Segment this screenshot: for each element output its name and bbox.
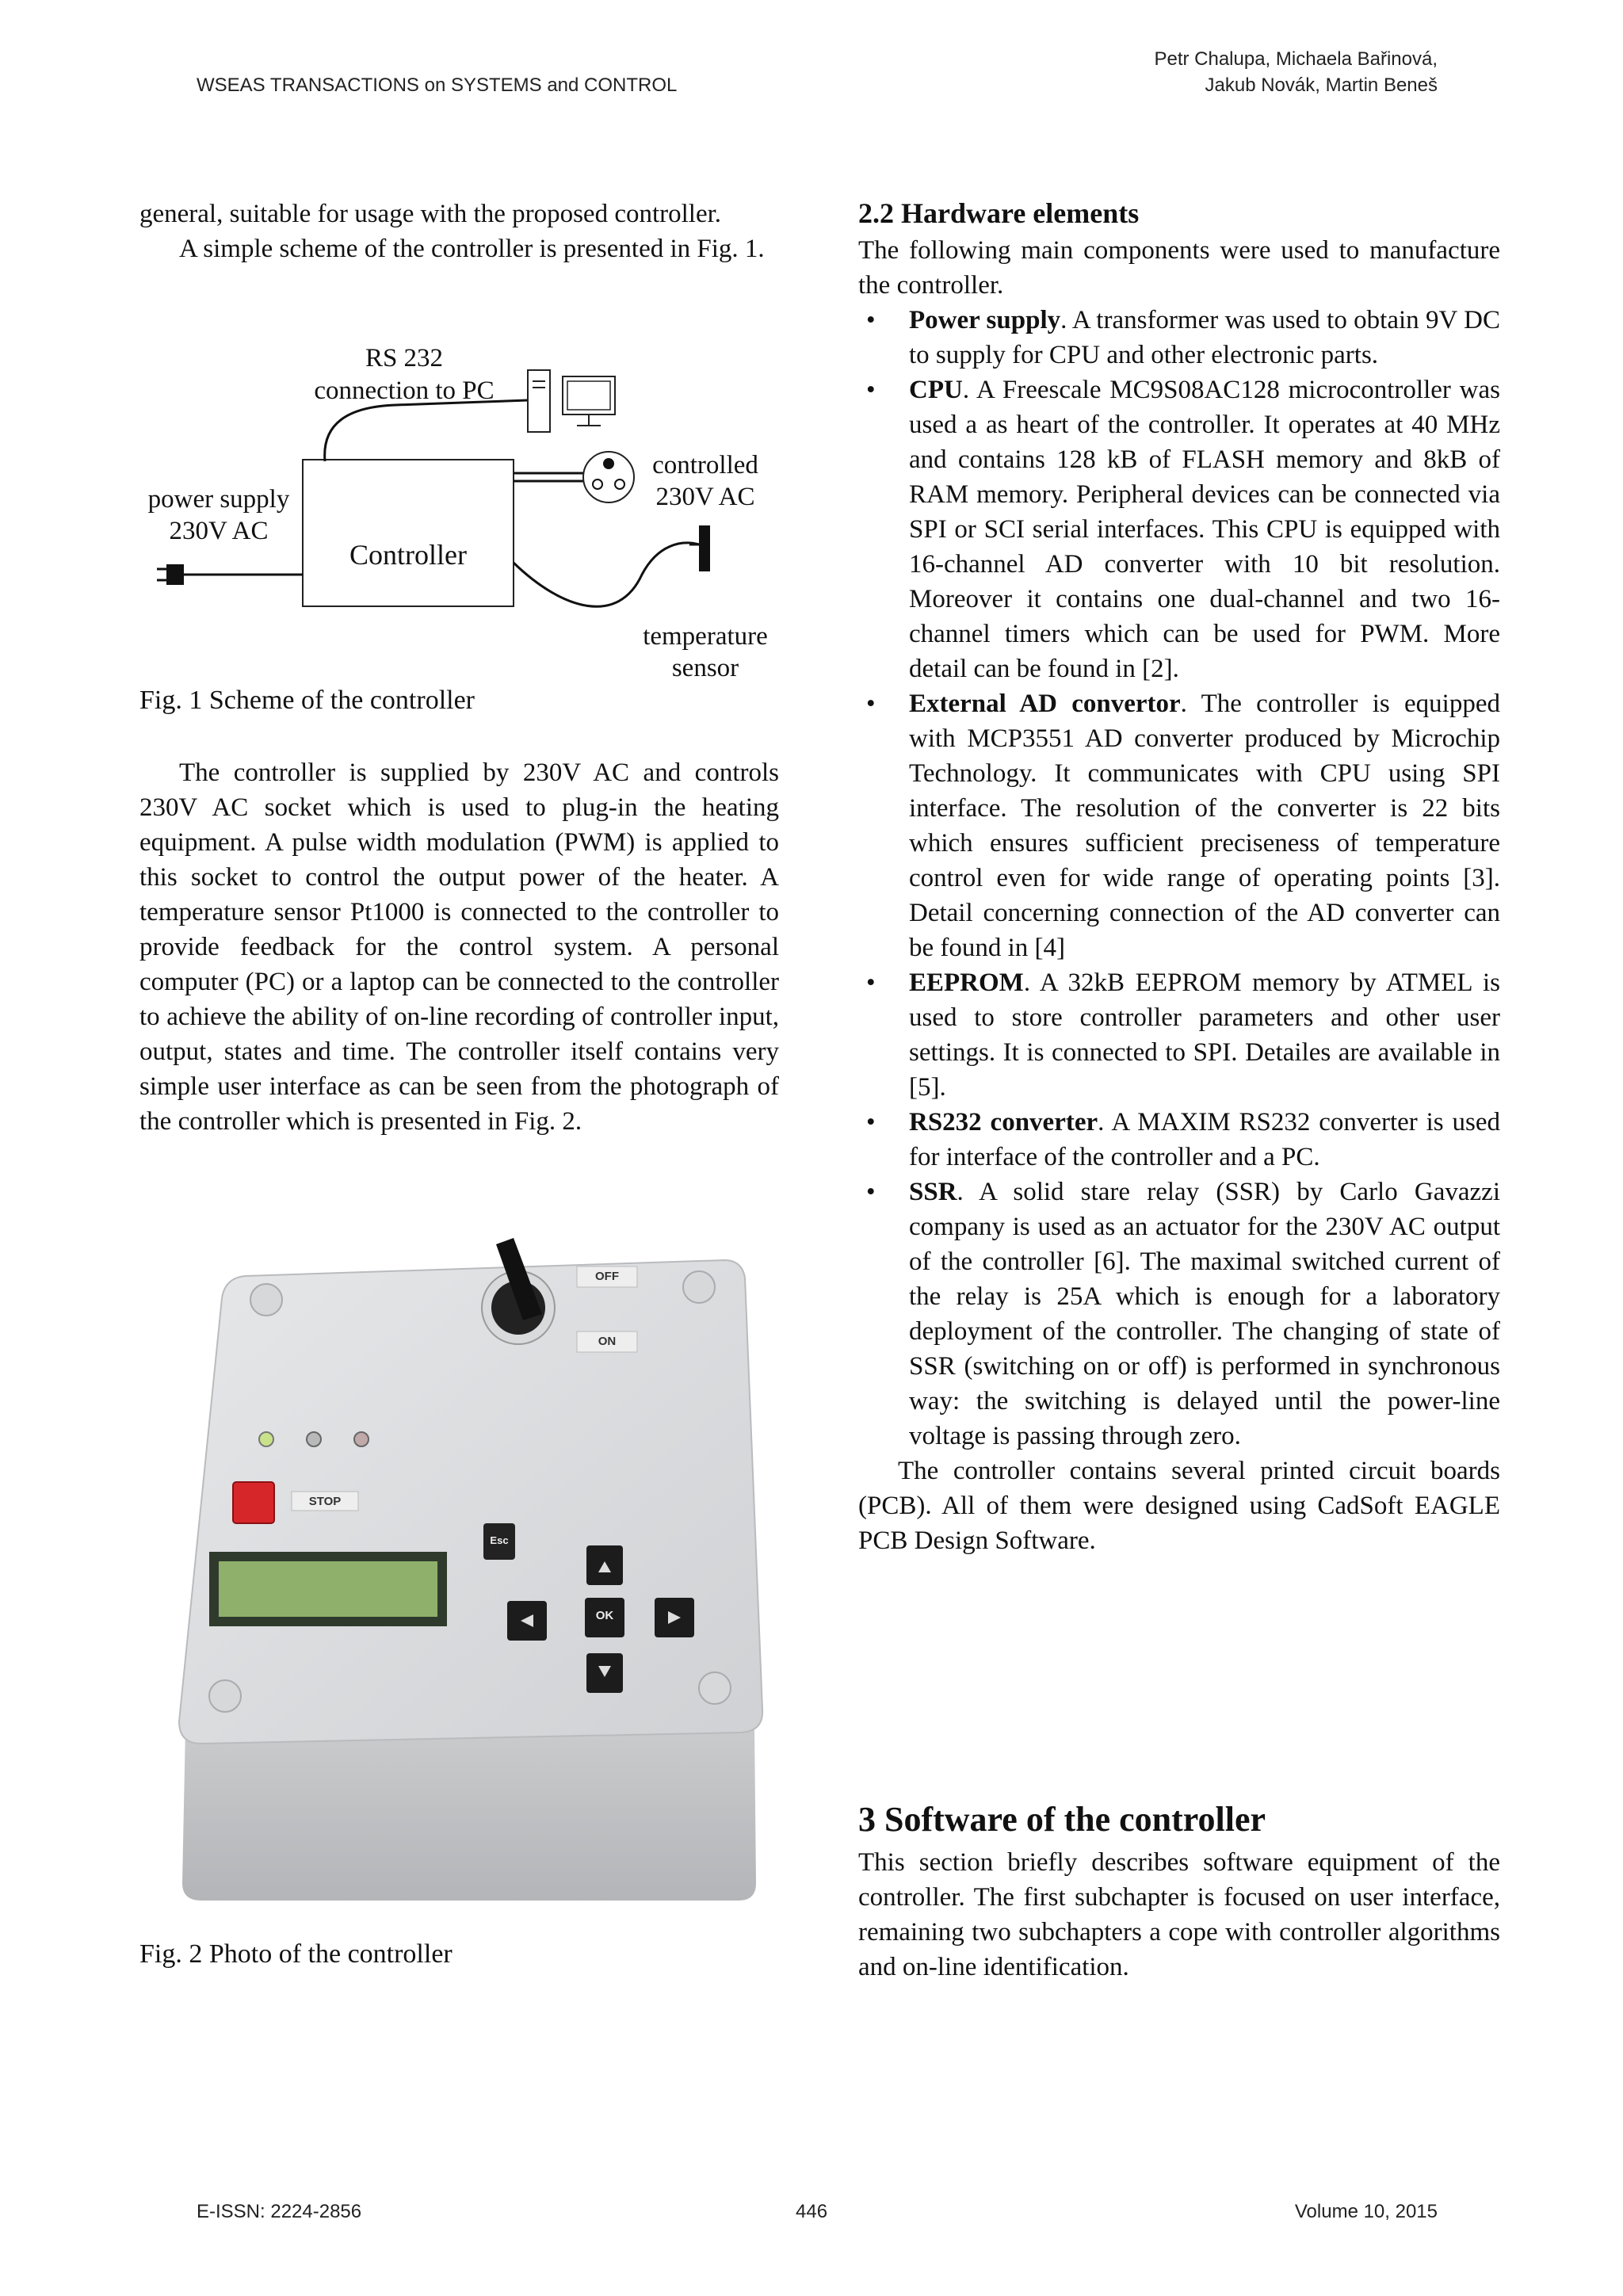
list-item: • Power supply. A transformer was used to obtain 9V DC to supply for CPU and other electronic parts.	[866, 306, 1500, 369]
pc-icon	[528, 370, 615, 432]
footer-issn: E-ISSN: 2224-2856	[197, 2201, 362, 2222]
rotary-switch-knob	[482, 1238, 555, 1344]
power-supply-label: power supply	[147, 485, 290, 514]
authors-line-1: Petr Chalupa, Michaela Bařinová,	[1154, 48, 1438, 70]
list-item-text: . A Freescale MC9S08AC128 microcontroller was used a as heart of the controller. It operates at 40 MHz and contains 128 kB of FLASH memory and 8kB of RAM memory. Peripheral devices can be connected via SPI or SCI serial interfaces. This CPU is equipped with 16-channel AD converter with 10 bit resolution. Moreover it contains one dual-channel and two 16-channel timers which can be used for PWM. More detail can be found in [2].	[909, 376, 1500, 683]
list-item-term: External AD convertor	[909, 690, 1181, 718]
controlled-voltage-label: 230V AC	[655, 483, 755, 511]
rs232-label: RS 232	[365, 344, 444, 372]
ok-label: OK	[595, 1609, 614, 1622]
figure-1-scheme	[135, 337, 785, 686]
list-item-term: RS232 converter	[909, 1108, 1098, 1137]
journal-title: WSEAS TRANSACTIONS on SYSTEMS and CONTROL	[197, 74, 678, 96]
list-item-text: . A 32kB EEPROM memory by ATMEL is used to store controller parameters and other user settings. It is connected to SPI. Detailes are available in [5].	[909, 968, 1500, 1102]
figure-1-caption: Fig. 1 Scheme of the controller	[139, 686, 475, 715]
stop-label: STOP	[308, 1495, 342, 1508]
list-item: • RS232 converter. A MAXIM RS232 converter is used for interface of the controller and a PC.	[866, 1108, 1500, 1171]
controller-photo-drawing	[170, 1221, 772, 1918]
list-item: • SSR. A solid stare relay (SSR) by Carlo Gavazzi company is used as an actuator for the 230V AC output of the controller [6]. The maximal switched current of the relay is 25A which is enough for a laboratory deployment of the controller. The changing of state of SSR (switching on or off) is performed in synchronous way: the switching is delayed until the power-line voltage is passing through zero.	[866, 1178, 1500, 1450]
list-item-text: . A transformer was used to obtain 9V DC to supply for CPU and other electronic parts.	[909, 306, 1500, 369]
off-label: OFF	[595, 1270, 619, 1283]
hardware-intro: The following main components were used to manufacture the controller.	[858, 236, 1500, 300]
list-item: • External AD convertor. The controller is equipped with MCP3551 AD converter produced by Microchip Technology. It communicates with CPU using SPI interface. The resolution of the converter is 22 bits which ensures sufficient preciseness of temperature control even for wide range of operating points [3]. Detail concerning connection of the AD converter can be found in [4]	[866, 690, 1500, 962]
list-item-text: . A solid stare relay (SSR) by Carlo Gavazzi company is used as an actuator for the 230V AC output of the controller [6]. The maximal switched current of the relay is 25A which is enough for a laboratory deployment of the controller. The changing of state of SSR (switching on or off) is performed in synchronous way: the switching is delayed until the power-line voltage is passing through zero.	[909, 1178, 1500, 1450]
controller-label: Controller	[349, 539, 467, 571]
list-item-term: EEPROM	[909, 968, 1024, 997]
left-intro	[139, 197, 779, 266]
footer-volume: Volume 10, 2015	[1294, 2201, 1438, 2222]
authors-line-2: Jakub Novák, Martin Beneš	[1205, 74, 1438, 96]
footer-page-number: 446	[796, 2201, 828, 2222]
figure-2-photo	[170, 1221, 772, 1918]
sensor-label: sensor	[671, 654, 739, 682]
on-label: ON	[598, 1335, 617, 1348]
list-item-term: SSR	[909, 1178, 957, 1206]
paragraph-controller-description: The controller is supplied by 230V AC and controls 230V AC socket which is used to plug-in the heating equipment. A pulse width modulation (PWM) is applied to this socket to control the output power of the heater. A temperature sensor Pt1000 is connected to the controller to provide feedback for the control system. A personal computer (PC) or a laptop can be connected to the controller to achieve the ability of on-line recording of controller input, output, states and time. The controller itself contains very simple user interface as can be seen from the photograph of the controller which is presented in Fig. 2.	[139, 758, 779, 1136]
list-item: • CPU. A Freescale MC9S08AC128 microcontroller was used a as heart of the controller. It operates at 40 MHz and contains 128 kB of FLASH memory and 8kB of RAM memory. Peripheral devices can be connected via SPI or SCI serial interfaces. This CPU is equipped with 16-channel AD converter with 10 bit resolution. Moreover it contains one dual-channel and two 16-channel timers which can be used for PWM. More detail can be found in [2].	[866, 376, 1500, 683]
figure-2-caption: Fig. 2 Photo of the controller	[139, 1939, 453, 1969]
list-item-term: Power supply	[909, 306, 1061, 334]
right-column	[858, 195, 1500, 1558]
controller-box	[303, 460, 514, 606]
socket-icon	[583, 452, 634, 502]
paragraph-general: general, suitable for usage with the proposed controller.	[139, 200, 722, 228]
list-item-term: CPU	[909, 376, 963, 404]
connection-label: connection to PC	[314, 376, 495, 405]
list-item: • EEPROM. A 32kB EEPROM memory by ATMEL is used to store controller parameters and other user settings. It is connected to SPI. Detailes are available in [5].	[866, 968, 1500, 1102]
esc-label: Esc	[490, 1534, 509, 1546]
list-item-text: . A MAXIM RS232 converter is used for interface of the controller and a PC.	[909, 1108, 1500, 1171]
rs232-cable	[325, 400, 528, 461]
pcb-paragraph: The controller contains several printed circuit boards (PCB). All of them were designed using CadSoft EAGLE PCB Design Software.	[858, 1457, 1500, 1555]
enclosure-base	[182, 1728, 756, 1901]
controlled-label: controlled	[652, 451, 758, 479]
power-voltage-label: 230V AC	[169, 517, 269, 545]
stop-button	[233, 1482, 274, 1523]
software-section-heading: 3 Software of the controller	[858, 1800, 1266, 1839]
lcd-screen	[219, 1561, 437, 1617]
list-item-text: . The controller is equipped with MCP3551 AD converter produced by Microchip Technology. It communicates with CPU using SPI interface. The resolution of the converter is 22 bits which ensures sufficient preciseness of temperature control even for wide range of operating points [3]. Detail concerning connection of the AD converter can be found in [4]	[909, 690, 1500, 962]
temperature-sensor	[699, 525, 710, 571]
temperature-label: temperature	[643, 622, 768, 651]
plug-icon	[157, 564, 184, 585]
paragraph-scheme-intro: A simple scheme of the controller is presented in Fig. 1.	[179, 235, 765, 263]
software-section-paragraph: This section briefly describes software equipment of the controller. The first subchapter is focused on user interface, remaining two subchapters a cope with controller algorithms and on-line identification.	[858, 1848, 1500, 1981]
hardware-heading: 2.2 Hardware elements	[858, 197, 1140, 229]
hardware-list	[858, 303, 1500, 1454]
sensor-cable	[514, 543, 699, 606]
